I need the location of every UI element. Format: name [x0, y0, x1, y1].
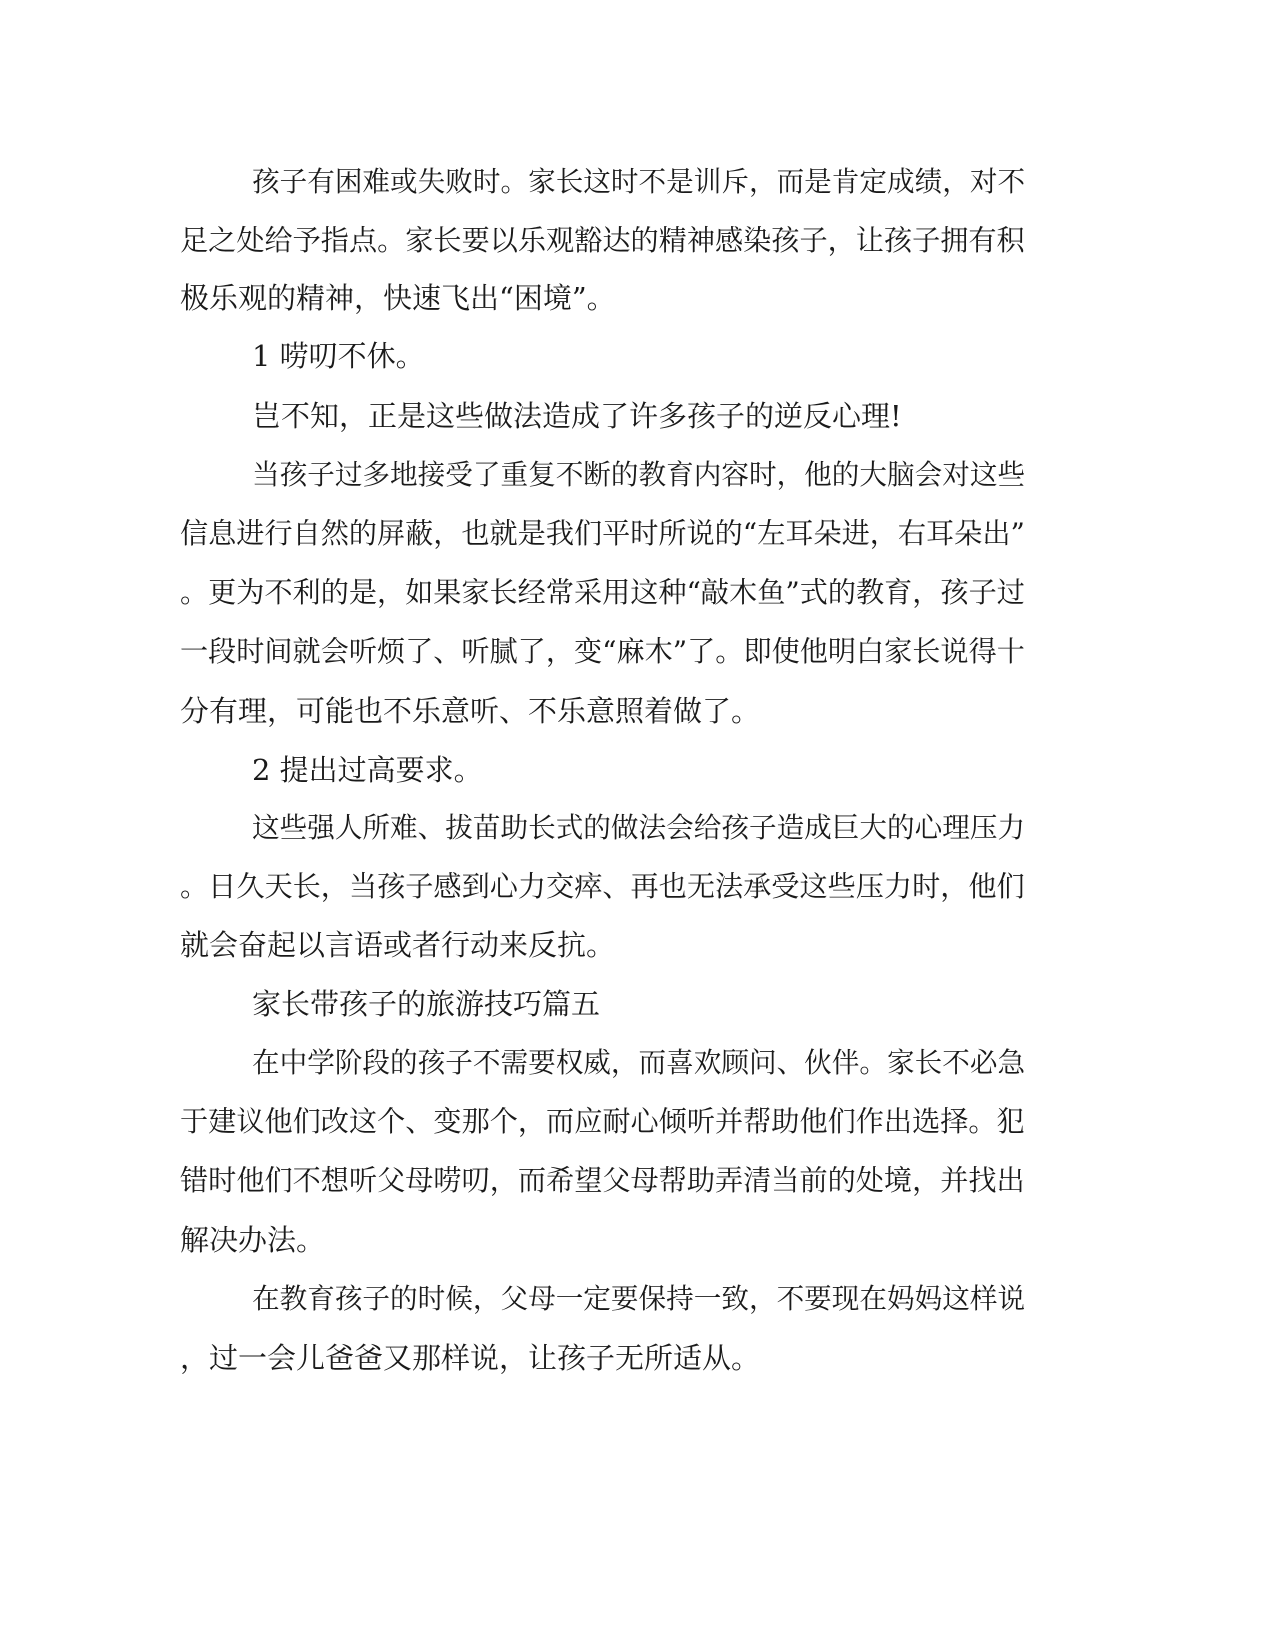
- text-line: 孩子有困难或失败时。家长这时不是训斥，而是肯定成绩，对不: [252, 165, 1026, 198]
- text-line: 分有理，可能也不乐意听、不乐意照着做了。: [180, 694, 761, 728]
- text-line: 。更为不利的是，如果家长经常采用这种“敲木鱼”式的教育，孩子过: [180, 576, 1025, 609]
- text-line: 一段时间就会听烦了、听腻了，变“麻木”了。即使他明白家长说得十: [180, 635, 1025, 668]
- text-line: 就会奋起以言语或者行动来反抗。: [180, 928, 616, 962]
- text-line: 这些强人所难、拔苗助长式的做法会给孩子造成巨大的心理压力: [252, 811, 1026, 844]
- text-line: 在中学阶段的孩子不需要权威，而喜欢顾问、伙伴。家长不必急: [252, 1046, 1026, 1079]
- text-line: 。日久天长，当孩子感到心力交瘁、再也无法承受这些压力时，他们: [180, 870, 1025, 903]
- text-line: 错时他们不想听父母唠叨，而希望父母帮助弄清当前的处境，并找出: [180, 1164, 1025, 1197]
- text-line: 信息进行自然的屏蔽，也就是我们平时所说的“左耳朵进，右耳朵出”: [180, 517, 1025, 550]
- section-title: 家长带孩子的旅游技巧篇五: [252, 987, 601, 1021]
- text-line: 当孩子过多地接受了重复不断的教育内容时，他的大脑会对这些: [252, 458, 1026, 491]
- text-line: 岂不知，正是这些做法造成了许多孩子的逆反心理!: [252, 399, 902, 433]
- text-line: 极乐观的精神，快速飞出“困境”。: [180, 281, 616, 315]
- text-line: 在教育孩子的时候，父母一定要保持一致，不要现在妈妈这样说: [252, 1282, 1026, 1315]
- list-heading-1: 1 唠叨不休。: [252, 339, 425, 373]
- text-line: 足之处给予指点。家长要以乐观豁达的精神感染孩子，让孩子拥有积: [180, 224, 1025, 257]
- text-line: 解决办法。: [180, 1223, 326, 1257]
- text-line: 于建议他们改这个、变那个，而应耐心倾听并帮助他们作出选择。犯: [180, 1105, 1025, 1138]
- text-line: ，过一会儿爸爸又那样说，让孩子无所适从。: [180, 1341, 761, 1375]
- list-heading-2: 2 提出过高要求。: [252, 753, 483, 787]
